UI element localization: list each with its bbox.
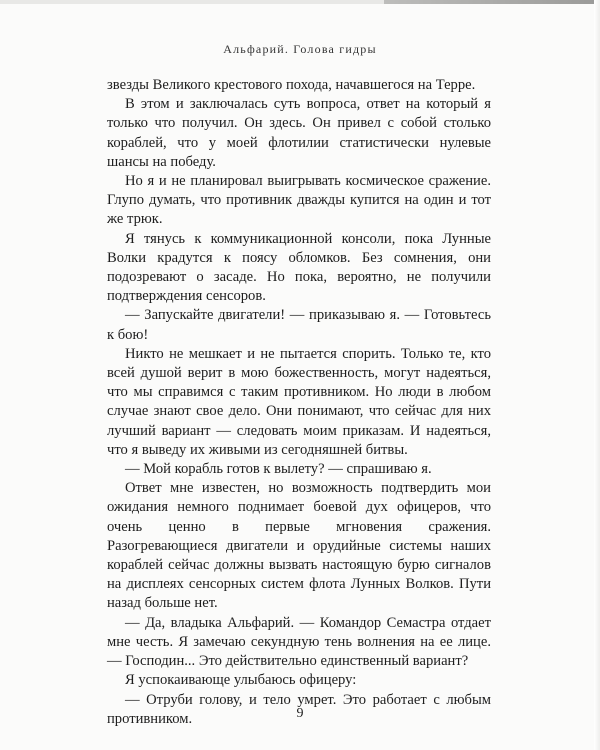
page-right-edge — [594, 0, 600, 750]
paragraph: Я тянусь к коммуникационной консоли, пока Лунные Волки крадутся к поясу обломков. Без сомнения, они подозревают о засаде. Но пока, вероятно, не получили подтверждения сенсоров. — [107, 230, 491, 305]
page-number: 9 — [296, 706, 304, 721]
dialogue-line: — Отруби голову, и тело умрет. Это работает с любым противником. — [107, 691, 491, 727]
paragraph: Ответ мне известен, но возможность подтвердить мои ожидания немного поднимает боевой дух офицеров, что очень ценно в первые мгновения сражения. Разогревающиеся двигатели и орудийные системы наших кораблей сейчас должны вызвать настоящую бурю сигналов на дисплеях сенсорных систем флота Лунных Волков. Пути назад больше нет. — [107, 480, 491, 612]
running-head: Альфарий. Голова гидры — [223, 42, 377, 56]
paragraph: Никто не мешкает и не пытается спорить. Только те, кто всей душой верит в мою божественность, могут надеяться, что мы справимся с таким противником. Но люди в любом случае знают свое дело. Они понимают, что сейчас для них лучший вариант — следовать моим приказам. И надеяться, что я выведу их живыми из сегодняшней битвы. — [107, 345, 491, 458]
dialogue-line: — Мой корабль готов к вылету? — спрашиваю я. — [125, 461, 432, 478]
page-top-edge — [0, 0, 600, 4]
paragraph: Я успокаивающе улыбаюсь офицеру: — [125, 672, 357, 689]
paragraph: Но я и не планировал выигрывать космическое сражение. Глупо думать, что противник дважды купится на один и тот же трюк. — [107, 173, 491, 228]
dialogue-line: — Запускайте двигатели! — приказываю я. — Готовьтесь к бою! — [107, 307, 491, 343]
dialogue-line: — Да, владыка Альфарий. — Командор Семастра отдает мне честь. Я замечаю секундную тень волнения на ее лице. — Господин... Это действительно единственный вариант? — [107, 614, 491, 670]
paragraph: звезды Великого крестового похода, начавшегося на Терре. — [107, 77, 476, 93]
paragraph: В этом и заключалась суть вопроса, ответ на который я только что получил. Он здесь. Он привел с собой столько кораблей, что у моей флотилии статистически нулевые шансы на победу. — [107, 96, 491, 170]
body-text — [107, 76, 491, 729]
